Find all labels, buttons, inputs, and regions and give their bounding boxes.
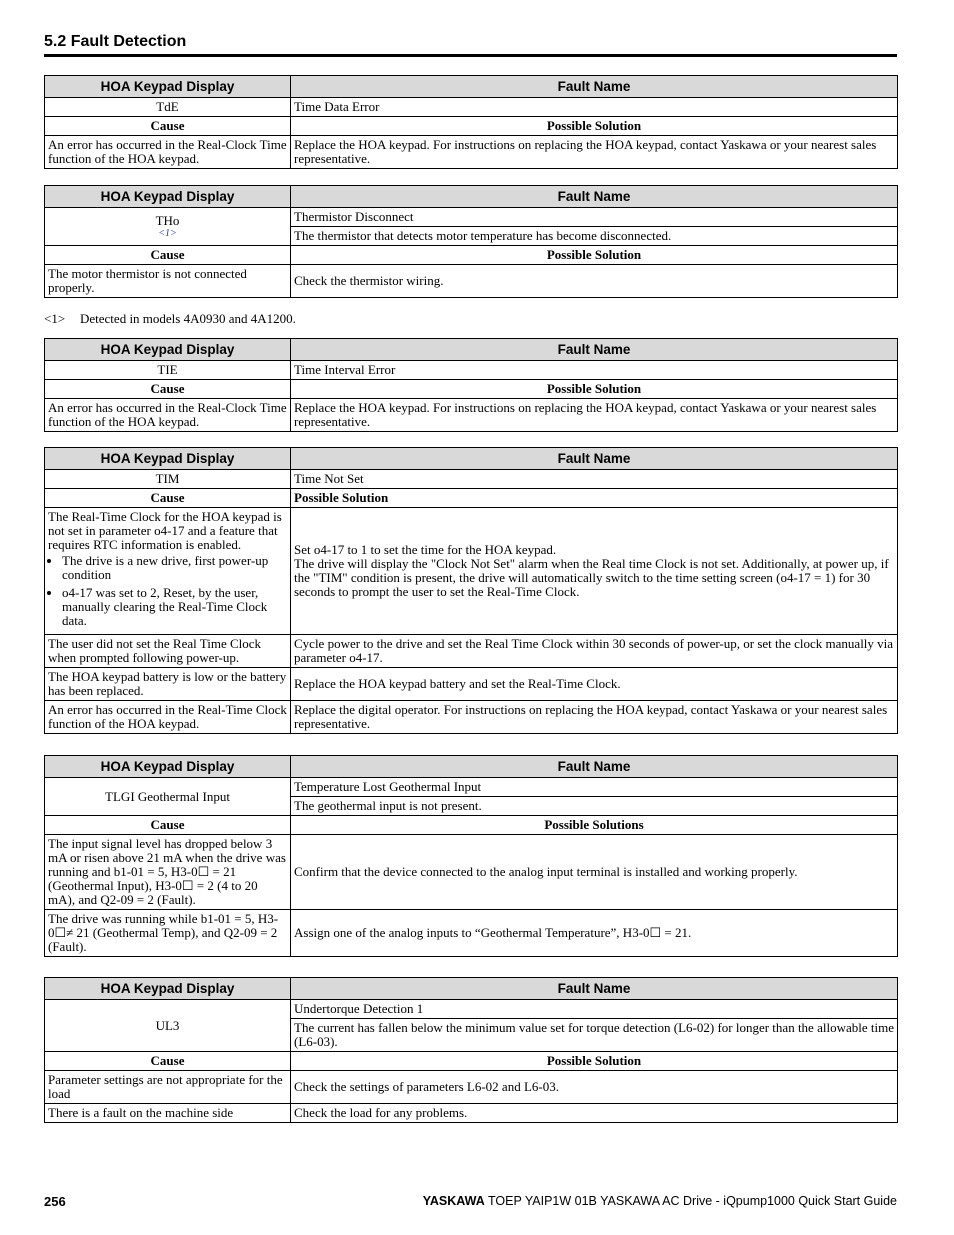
cause-header: Cause <box>45 117 291 136</box>
cause-cell: There is a fault on the machine side <box>45 1104 291 1123</box>
solution-cell: Replace the HOA keypad. For instructions on replacing the HOA keypad, contact Yaskawa or your nearest sales representative. <box>291 136 898 169</box>
fault-name: Time Not Set <box>291 470 898 489</box>
solution-cell: Check the thermistor wiring. <box>291 265 898 298</box>
cause-header: Cause <box>45 1052 291 1071</box>
fault-code: THo <box>155 213 180 228</box>
hoa-display-header: HOA Keypad Display <box>45 756 291 778</box>
section-title: 5.2 Fault Detection <box>44 33 187 50</box>
fault-name-header: Fault Name <box>291 76 898 98</box>
cause-text: The Real-Time Clock for the HOA keypad is not set in parameter o4-17 and a feature that requires RTC information is enabled. <box>48 509 282 552</box>
fault-table-tde <box>44 75 898 169</box>
fault-description: The geothermal input is not present. <box>291 797 898 816</box>
footer-doc-text: TOEP YAIP1W 01B YASKAWA AC Drive - iQpump1000 Quick Start Guide <box>488 1194 897 1208</box>
cause-cell: The motor thermistor is not connected properly. <box>45 265 291 298</box>
fault-description: The thermistor that detects motor temperature has become disconnected. <box>291 227 898 246</box>
fault-table-tie <box>44 338 898 432</box>
solution-cell: Assign one of the analog inputs to “Geothermal Temperature”, H3-0☐ = 21. <box>291 910 898 957</box>
hoa-display-header: HOA Keypad Display <box>45 339 291 361</box>
hoa-display-header: HOA Keypad Display <box>45 448 291 470</box>
footnote <box>44 311 296 327</box>
solution-header: Possible Solutions <box>291 816 898 835</box>
fault-name-header: Fault Name <box>291 448 898 470</box>
fault-code: TIM <box>45 470 291 489</box>
cause-bullet-list <box>48 554 287 628</box>
hoa-display-header: HOA Keypad Display <box>45 76 291 98</box>
fault-name-header: Fault Name <box>291 339 898 361</box>
cause-cell: The drive was running while b1-01 = 5, H3-0☐≠ 21 (Geothermal Temp), and Q2-09 = 2 (Fault). <box>45 910 291 957</box>
title-divider <box>44 54 897 57</box>
footnote-ref-link[interactable]: <1> <box>158 228 177 239</box>
cause-header: Cause <box>45 489 291 508</box>
solution-cell: Check the load for any problems. <box>291 1104 898 1123</box>
cause-header: Cause <box>45 380 291 399</box>
fault-name: Undertorque Detection 1 <box>291 1000 898 1019</box>
hoa-display-header: HOA Keypad Display <box>45 978 291 1000</box>
solution-header: Possible Solution <box>291 1052 898 1071</box>
footnote-tag: <1> <box>44 311 66 326</box>
cause-cell: The input signal level has dropped below 3 mA or risen above 21 mA when the drive was running and b1-01 = 5, H3-0☐ = 21 (Geothermal Input), H3-0☐ = 2 (4 to 20 mA), and Q2-09 = 2 (Fault). <box>45 835 291 910</box>
solution-cell: Cycle power to the drive and set the Real Time Clock within 30 seconds of power-up, or set the clock manually via parameter o4-17. <box>291 635 898 668</box>
footer-doc-title <box>423 1194 897 1208</box>
solution-cell: Confirm that the device connected to the analog input terminal is installed and working properly. <box>291 835 898 910</box>
cause-cell <box>45 508 291 635</box>
cause-cell: An error has occurred in the Real-Time Clock function of the HOA keypad. <box>45 701 291 734</box>
solution-header: Possible Solution <box>291 117 898 136</box>
solution-header: Possible Solution <box>291 380 898 399</box>
fault-name-header: Fault Name <box>291 756 898 778</box>
cause-cell: The user did not set the Real Time Clock when prompted following power-up. <box>45 635 291 668</box>
solution-line: Set o4-17 to 1 to set the time for the HOA keypad. <box>294 542 557 557</box>
fault-table-tlgi <box>44 755 898 957</box>
fault-name-header: Fault Name <box>291 978 898 1000</box>
cause-header: Cause <box>45 246 291 265</box>
fault-table-tho <box>44 185 898 298</box>
fault-code: TdE <box>45 98 291 117</box>
fault-description: The current has fallen below the minimum value set for torque detection (L6-02) for longer than the allowable time (L6-03). <box>291 1019 898 1052</box>
fault-table-tim <box>44 447 898 734</box>
cause-bullet: • o4-17 was set to 2, Reset, by the user, manually clearing the Real-Time Clock data. <box>62 586 287 628</box>
cause-header: Cause <box>45 816 291 835</box>
solution-header: Possible Solution <box>291 246 898 265</box>
fault-table-ul3 <box>44 977 898 1123</box>
cause-cell: An error has occurred in the Real-Clock Time function of the HOA keypad. <box>45 399 291 432</box>
fault-name-header: Fault Name <box>291 186 898 208</box>
hoa-display-header: HOA Keypad Display <box>45 186 291 208</box>
fault-code-cell <box>45 208 291 246</box>
fault-code: TLGI Geothermal Input <box>45 778 291 816</box>
solution-cell: Replace the digital operator. For instructions on replacing the HOA keypad, contact Yaskawa or your nearest sales representative. <box>291 701 898 734</box>
cause-cell: The HOA keypad battery is low or the battery has been replaced. <box>45 668 291 701</box>
cause-cell: Parameter settings are not appropriate for the load <box>45 1071 291 1104</box>
fault-name: Time Data Error <box>291 98 898 117</box>
page-number: 256 <box>44 1194 66 1209</box>
cause-bullet: • The drive is a new drive, first power-up condition <box>62 554 287 582</box>
solution-line: The drive will display the "Clock Not Set" alarm when the Real time Clock is not set. Additionally, at power up, if the "TIM" condition is present, the drive will automatically switch to the time setting screen (o4-17 = 1) for 30 seconds to prompt the user to set the Real-Time Clock. <box>294 556 889 599</box>
fault-name: Time Interval Error <box>291 361 898 380</box>
solution-header: Possible Solution <box>291 489 898 508</box>
solution-cell <box>291 508 898 635</box>
solution-cell: Replace the HOA keypad. For instructions on replacing the HOA keypad, contact Yaskawa or your nearest sales representative. <box>291 399 898 432</box>
footer-brand: YASKAWA <box>422 1194 485 1208</box>
solution-cell: Check the settings of parameters L6-02 and L6-03. <box>291 1071 898 1104</box>
fault-code: UL3 <box>45 1000 291 1052</box>
fault-code: TIE <box>45 361 291 380</box>
cause-cell: An error has occurred in the Real-Clock Time function of the HOA keypad. <box>45 136 291 169</box>
footnote-text: Detected in models 4A0930 and 4A1200. <box>80 311 296 326</box>
fault-name: Temperature Lost Geothermal Input <box>291 778 898 797</box>
solution-cell: Replace the HOA keypad battery and set the Real-Time Clock. <box>291 668 898 701</box>
fault-name: Thermistor Disconnect <box>291 208 898 227</box>
